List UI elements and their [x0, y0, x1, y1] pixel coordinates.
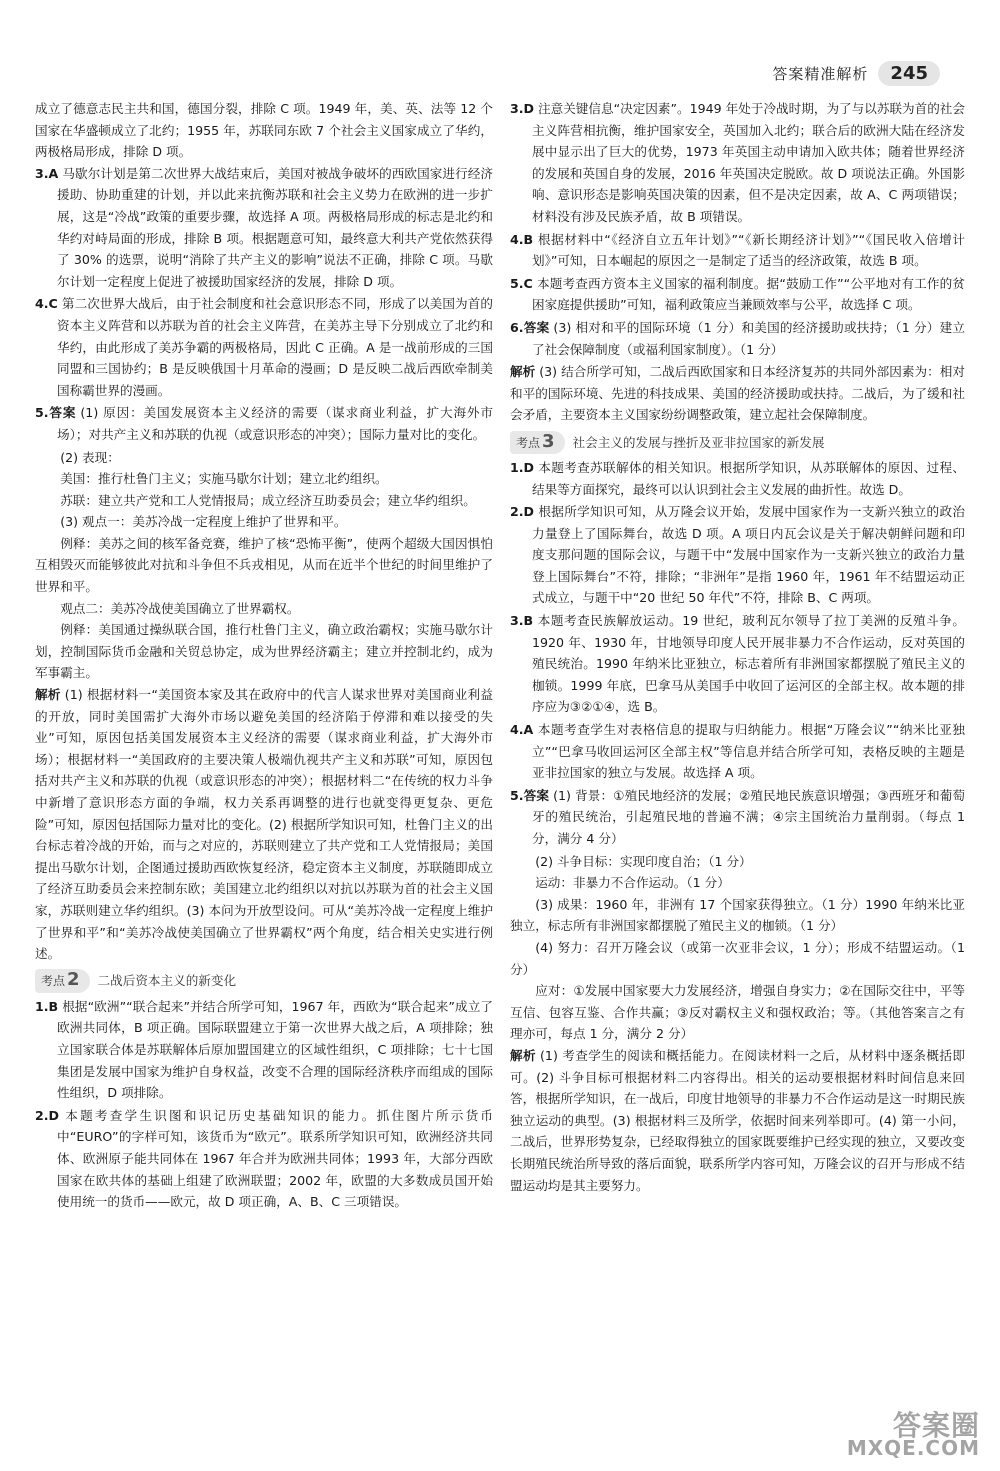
answer-s3-4A — [510, 719, 965, 784]
answer-s2-4B — [510, 229, 965, 272]
page-header — [772, 58, 940, 88]
answer-s3-5-p5: (4) 努力：召开万隆会议（或第一次亚非会议，1 分）；形成不结盟运动。（1 分） — [510, 939, 965, 977]
answer-text: 根据“欧洲”“联合起来”并结合所学可知，1967 年，西欧为“联合起来”成立了欧洲共同体，B 项正确。国际联盟建立于第一次世界大战之后，A 项排除；独立国家联合体是苏联解体后原加盟国建立的区域性组织，C 项排除；七十七国集团是发展中国家为维护自身权益，改变不合理的国际经济秩序而组成的国际性组织，D 项排除。 — [57, 998, 493, 1101]
answer-5-p5: (3) 观点一：美苏冷战一定程度上维护了世界和平。 — [60, 514, 347, 530]
answer-text: 根据材料中“《经济自立五年计划》”“《新长期经济计划》”“《国民收入倍增计划》”可知，日本崛起的原因之一是制定了适当的经济政策，故选 B 项。 — [532, 231, 965, 269]
answer-s3-5-p2: (2) 斗争目标：实现印度自治；（1 分） — [535, 853, 752, 869]
answer-number: 5.答案 — [35, 405, 77, 421]
answer-5 — [35, 402, 493, 445]
answer-s3-2D — [510, 501, 965, 609]
answer-s2-2D — [35, 1105, 493, 1213]
answer-text: (3) 相对和平的国际环境（1 分）和美国的经济援助或扶持；（1 分）建立了社会保障制度（或福利国家制度）。（1 分） — [532, 319, 965, 357]
answer-number: 2.D — [35, 1107, 60, 1123]
answer-number: 2.D — [510, 504, 535, 520]
answer-5-p7: 观点二：美苏冷战使美国确立了世界霸权。 — [60, 600, 300, 616]
answer-text: 第二次世界大战后，由于社会制度和社会意识形态不同，形成了以美国为首的资本主义阵营和以苏联为首的社会主义阵营，在美苏主导下分别成立了北约和华约，由此形成了美苏争霸的两极格局，因此 C 正确。A 是一战前形成的三国同盟和三国协约；B 是反映俄国十月革命的漫画；D 是反映二战后西欧牵制美国称霸世界的漫画。 — [57, 296, 493, 398]
answer-text: (1) 背景：①殖民地经济的发展；②殖民地民族意识增强；③西班牙和葡萄牙的殖民统治，引起殖民地的普遍不满；④宗主国统治力量削弱。（每点 1 分，满分 4 分） — [532, 787, 965, 846]
answer-number: 6.答案 — [510, 319, 550, 335]
answer-number: 4.C — [35, 296, 58, 312]
page-number: 245 — [878, 61, 940, 86]
answer-5-analysis — [35, 684, 493, 965]
answer-text: 本题考查民族解放运动。19 世纪，玻利瓦尔领导了拉丁美洲的反殖斗争。1920 年、1930 年，甘地领导印度人民开展非暴力不合作运动，反对英国的殖民统治。1990 年纳米比亚独立，标志着所有非洲国家都摆脱了殖民主义的枷锁。1999 年底，巴拿马从美国手中收回了运河区的全部主权。故本题的排序应为③②①④，选 B。 — [532, 613, 965, 715]
section-label: 考点 — [41, 974, 66, 989]
analysis-label: 解析 — [510, 364, 536, 380]
section-tag — [35, 969, 90, 993]
answer-5-p4: 苏联：建立共产党和工人党情报局；成立经济互助委员会；建立华约组织。 — [60, 492, 476, 508]
answer-s3-5-p6: 应对：①发展中国家要大力发展经济，增强自身实力；②在国际交往中，平等互信、包容互鉴、合作共赢；③反对霸权主义和强权政治；等。（其他答案言之有理亦可，每点 1 分，满分 2 分） — [510, 983, 965, 1042]
answer-number: 5.答案 — [510, 787, 550, 803]
left-column — [35, 98, 493, 1214]
answer-s3-5-p4: (3) 成果：1960 年，非洲有 17 个国家获得独立。（1 分）1990 年纳米比亚独立，标志所有非洲国家都摆脱了殖民主义的枷锁。（1 分） — [510, 896, 965, 934]
answer-s3-5-p3: 运动：非暴力不合作运动。（1 分） — [535, 875, 730, 891]
answer-text: 马歇尔计划是第二次世界大战结束后，美国对被战争破坏的西欧国家进行经济援助、协助重建的计划，并以此来抗衡苏联和社会主义势力在欧洲的进一步扩展，这是“冷战”政策的重要步骤，故选择 A 项。两极格局形成的标志是北约和华约对峙局面的形成，排除 B 项。根据题意可知，最终意大利共产党依然获得了 30% 的选票，说明“消除了共产主义的影响”说法不正确，排除 C 项。马歇尔计划一定程度上促进了被援助国家经济的发展，排除 D 项。 — [57, 165, 493, 289]
answer-text: 本题考查学生识图和识记历史基础知识的能力。抓住图片所示货币中“EURO”的字样可知，该货币为“欧元”。联系所学知识可知，欧洲经济共同体、欧洲原子能共同体在 1967 年合并为欧洲共同体；1993 年，大部分西欧国家在欧共体的基础上组建了欧洲联盟；2002 年，欧盟的大多数成员国开始使用统一的货币——欧元，故 D 项正确，A、B、C 三项错误。 — [57, 1107, 493, 1210]
answer-5-p3: 美国：推行杜鲁门主义；实施马歇尔计划；建立北约组织。 — [60, 471, 388, 487]
analysis-text: (1) 考查学生的阅读和概括能力。在阅读材料一之后，从材料中逐条概括即可。(2) 斗争目标可根据材料二内容得出。相关的运动要根据材料时间信息来回答，根据所学知识，在一战后，印度甘地领导的非暴力不合作运动是这一时期民族独立运动的典型。(3) 根据材料三及所学，依据时间来列举即可。(4) 第一小问，二战后，世界形势复杂，已经取得独立的国家既要维护已经实现的独立，又要改变长期殖民统治所导致的落后面貌，联系所学内容可知，万隆会议的召开与形成不结盟运动均是其主要努力。 — [510, 1047, 966, 1193]
section-title: 社会主义的发展与挫折及亚非拉国家的新发展 — [572, 434, 825, 450]
answer-s2-3D — [510, 98, 965, 228]
answer-text: (1) 原因：美国发展资本主义经济的需要（谋求商业利益，扩大海外市场）；对共产主义和苏联的仇视（或意识形态的冲突）；国际力量对比的变化。 — [57, 405, 493, 442]
answer-s3-5-analysis — [510, 1045, 965, 1196]
section-label: 考点 — [516, 435, 541, 450]
section-tag — [510, 431, 565, 455]
answer-s2-6-analysis — [510, 361, 965, 426]
watermark-logo-text: 答案圈 — [892, 1409, 980, 1442]
answer-text: 根据所学知识可知，从万隆会议开始，发展中国家作为一支新兴独立的政治力量登上了国际舞台，故选 D 项。A 项日内瓦会议是关于解决朝鲜问题和印度支那问题的国际会议，与题干中“发展中国家作为一支新兴独立的政治力量登上国际舞台”不符，排除；“非洲年”是指 1960 年，1961 年不结盟运动正式成立，与题干中“20 世纪 50 年代”不符，排除 B、C 两项。 — [532, 504, 965, 606]
header-title: 答案精准解析 — [772, 64, 869, 83]
answer-4C — [35, 293, 493, 401]
analysis-text: (3) 结合所学可知，二战后西欧国家和日本经济复苏的共同外部因素为：相对和平的国际环境、先进的科技成果、美国的经济援助或扶持。二战后，为了缓和社会矛盾，主要资本主义国家纷纷调整政策，建立起社会保障制度。 — [510, 364, 966, 423]
section-heading-3 — [510, 431, 965, 454]
answer-number: 5.C — [510, 275, 533, 291]
answer-s2-1B — [35, 996, 493, 1104]
watermark-url: MXQE.COM — [846, 1436, 980, 1460]
answer-number: 3.A — [35, 165, 59, 181]
intro-paragraph: 成立了德意志民主共和国，德国分裂，排除 C 项。1949 年，美、英、法等 12 个国家在华盛顿成立了北约；1955 年，苏联同东欧 7 个社会主义国家成立了华约，两极格局形成，排除 D 项。 — [35, 101, 493, 160]
analysis-label: 解析 — [510, 1047, 537, 1063]
section-heading-2 — [35, 970, 493, 993]
answer-number: 1.B — [35, 998, 59, 1014]
answer-number: 3.B — [510, 613, 534, 629]
answer-s3-3B — [510, 610, 965, 718]
analysis-label: 解析 — [35, 687, 61, 703]
answer-3A — [35, 163, 493, 293]
answer-text: 本题考查西方资本主义国家的福利制度。据“鼓励工作”“公平地对有工作的贫困家庭提供援助”可知，福利政策应当兼顾效率与公平，故选择 C 项。 — [532, 275, 965, 313]
answer-s2-5C — [510, 273, 965, 316]
section-number: 2 — [67, 969, 80, 991]
answer-number: 4.B — [510, 231, 534, 247]
section-title: 二战后资本主义的新变化 — [97, 973, 237, 989]
answer-text: 本题考查苏联解体的相关知识。根据所学知识，从苏联解体的原因、过程、结果等方面探究，最终可以认识到社会主义发展的曲折性。故选 D。 — [532, 459, 965, 497]
answer-number: 4.A — [510, 722, 534, 738]
answer-s3-1D — [510, 457, 965, 500]
section-number: 3 — [542, 430, 555, 452]
analysis-text: (1) 根据材料一“美国资本家及其在政府中的代言人谋求世界对美国商业利益的开放，同时美国需扩大海外市场以避免美国的经济陷于停滞和难以接受的失业”可知，原因包括美国发展资本主义经济的需要（谋求商业利益，扩大海外市场）；根据材料一“美国政府的主要决策人极端仇视共产主义和苏联”可知，原因包括对共产主义和苏联的仇视（或意识形态的冲突）；根据材料二“在传统的权力斗争中新增了意识形态方面的争端，权力关系再调整的进行也就变得更复杂、更危险”可知，原因包括国际力量对比的变化。(2) 根据所学知识可知，杜鲁门主义的出台标志着冷战的开始，而与之对应的，苏联则建立了共产党和工人党情报局；美国提出马歇尔计划，企图通过援助西欧恢复经济，稳定资本主义制度，苏联随即成立了经济互助委员会来控制东欧；美国建立北约组织以对抗以苏联为首的社会主义国家，苏联则建立华约组织。(3) 本问为开放型设问。可从“美苏冷战一定程度上维护了世界和平”和“美苏冷战使美国确立了世界霸权”两个角度，结合相关史实进行例述。 — [35, 687, 493, 962]
right-column — [510, 98, 965, 1197]
answer-s2-6 — [510, 317, 965, 360]
answer-number: 3.D — [510, 101, 535, 116]
answer-text: 本题考查学生对表格信息的提取与归纳能力。根据“万隆会议”“纳米比亚独立”“巴拿马收回运河区全部主权”等信息并结合所学可知，表格反映的主题是亚非拉国家的独立与发展。故选择 A 项。 — [532, 722, 965, 781]
answer-s3-5 — [510, 785, 965, 850]
answer-5-p2: (2) 表现： — [60, 449, 120, 465]
answer-text: 注意关键信息“决定因素”。1949 年处于冷战时期，为了与以苏联为首的社会主义阵营相抗衡，维护国家安全，英国加入北约；联合后的欧洲大陆在经济发展中显示出了巨大的优势，1973 年英国主动申请加入欧共体；随着世界经济的发展和英国自身的发展，2016 年英国决定脱欧。故 D 项说法正确。外国影响、意识形态是影响英国决策的因素，但不是决定因素，故 A、C 两项错误；材料没有涉及民族矛盾，故 B 项错误。 — [532, 101, 965, 224]
answer-5-p8: 例释：美国通过操纵联合国，推行杜鲁门主义，确立政治霸权；实施马歇尔计划，控制国际货币金融和关贸总协定，成为世界经济霸主；建立并控制北约，成为军事霸主。 — [35, 622, 493, 681]
answer-number: 1.D — [510, 459, 535, 475]
answer-5-p6: 例释：美苏之间的核军备竞赛，维护了核“恐怖平衡”，使两个超级大国因惧怕互相毁灭而能够彼此对抗和斗争但不兵戎相见，从而在近半个世纪的时间里维护了世界和平。 — [35, 535, 493, 595]
watermark — [846, 1409, 980, 1460]
